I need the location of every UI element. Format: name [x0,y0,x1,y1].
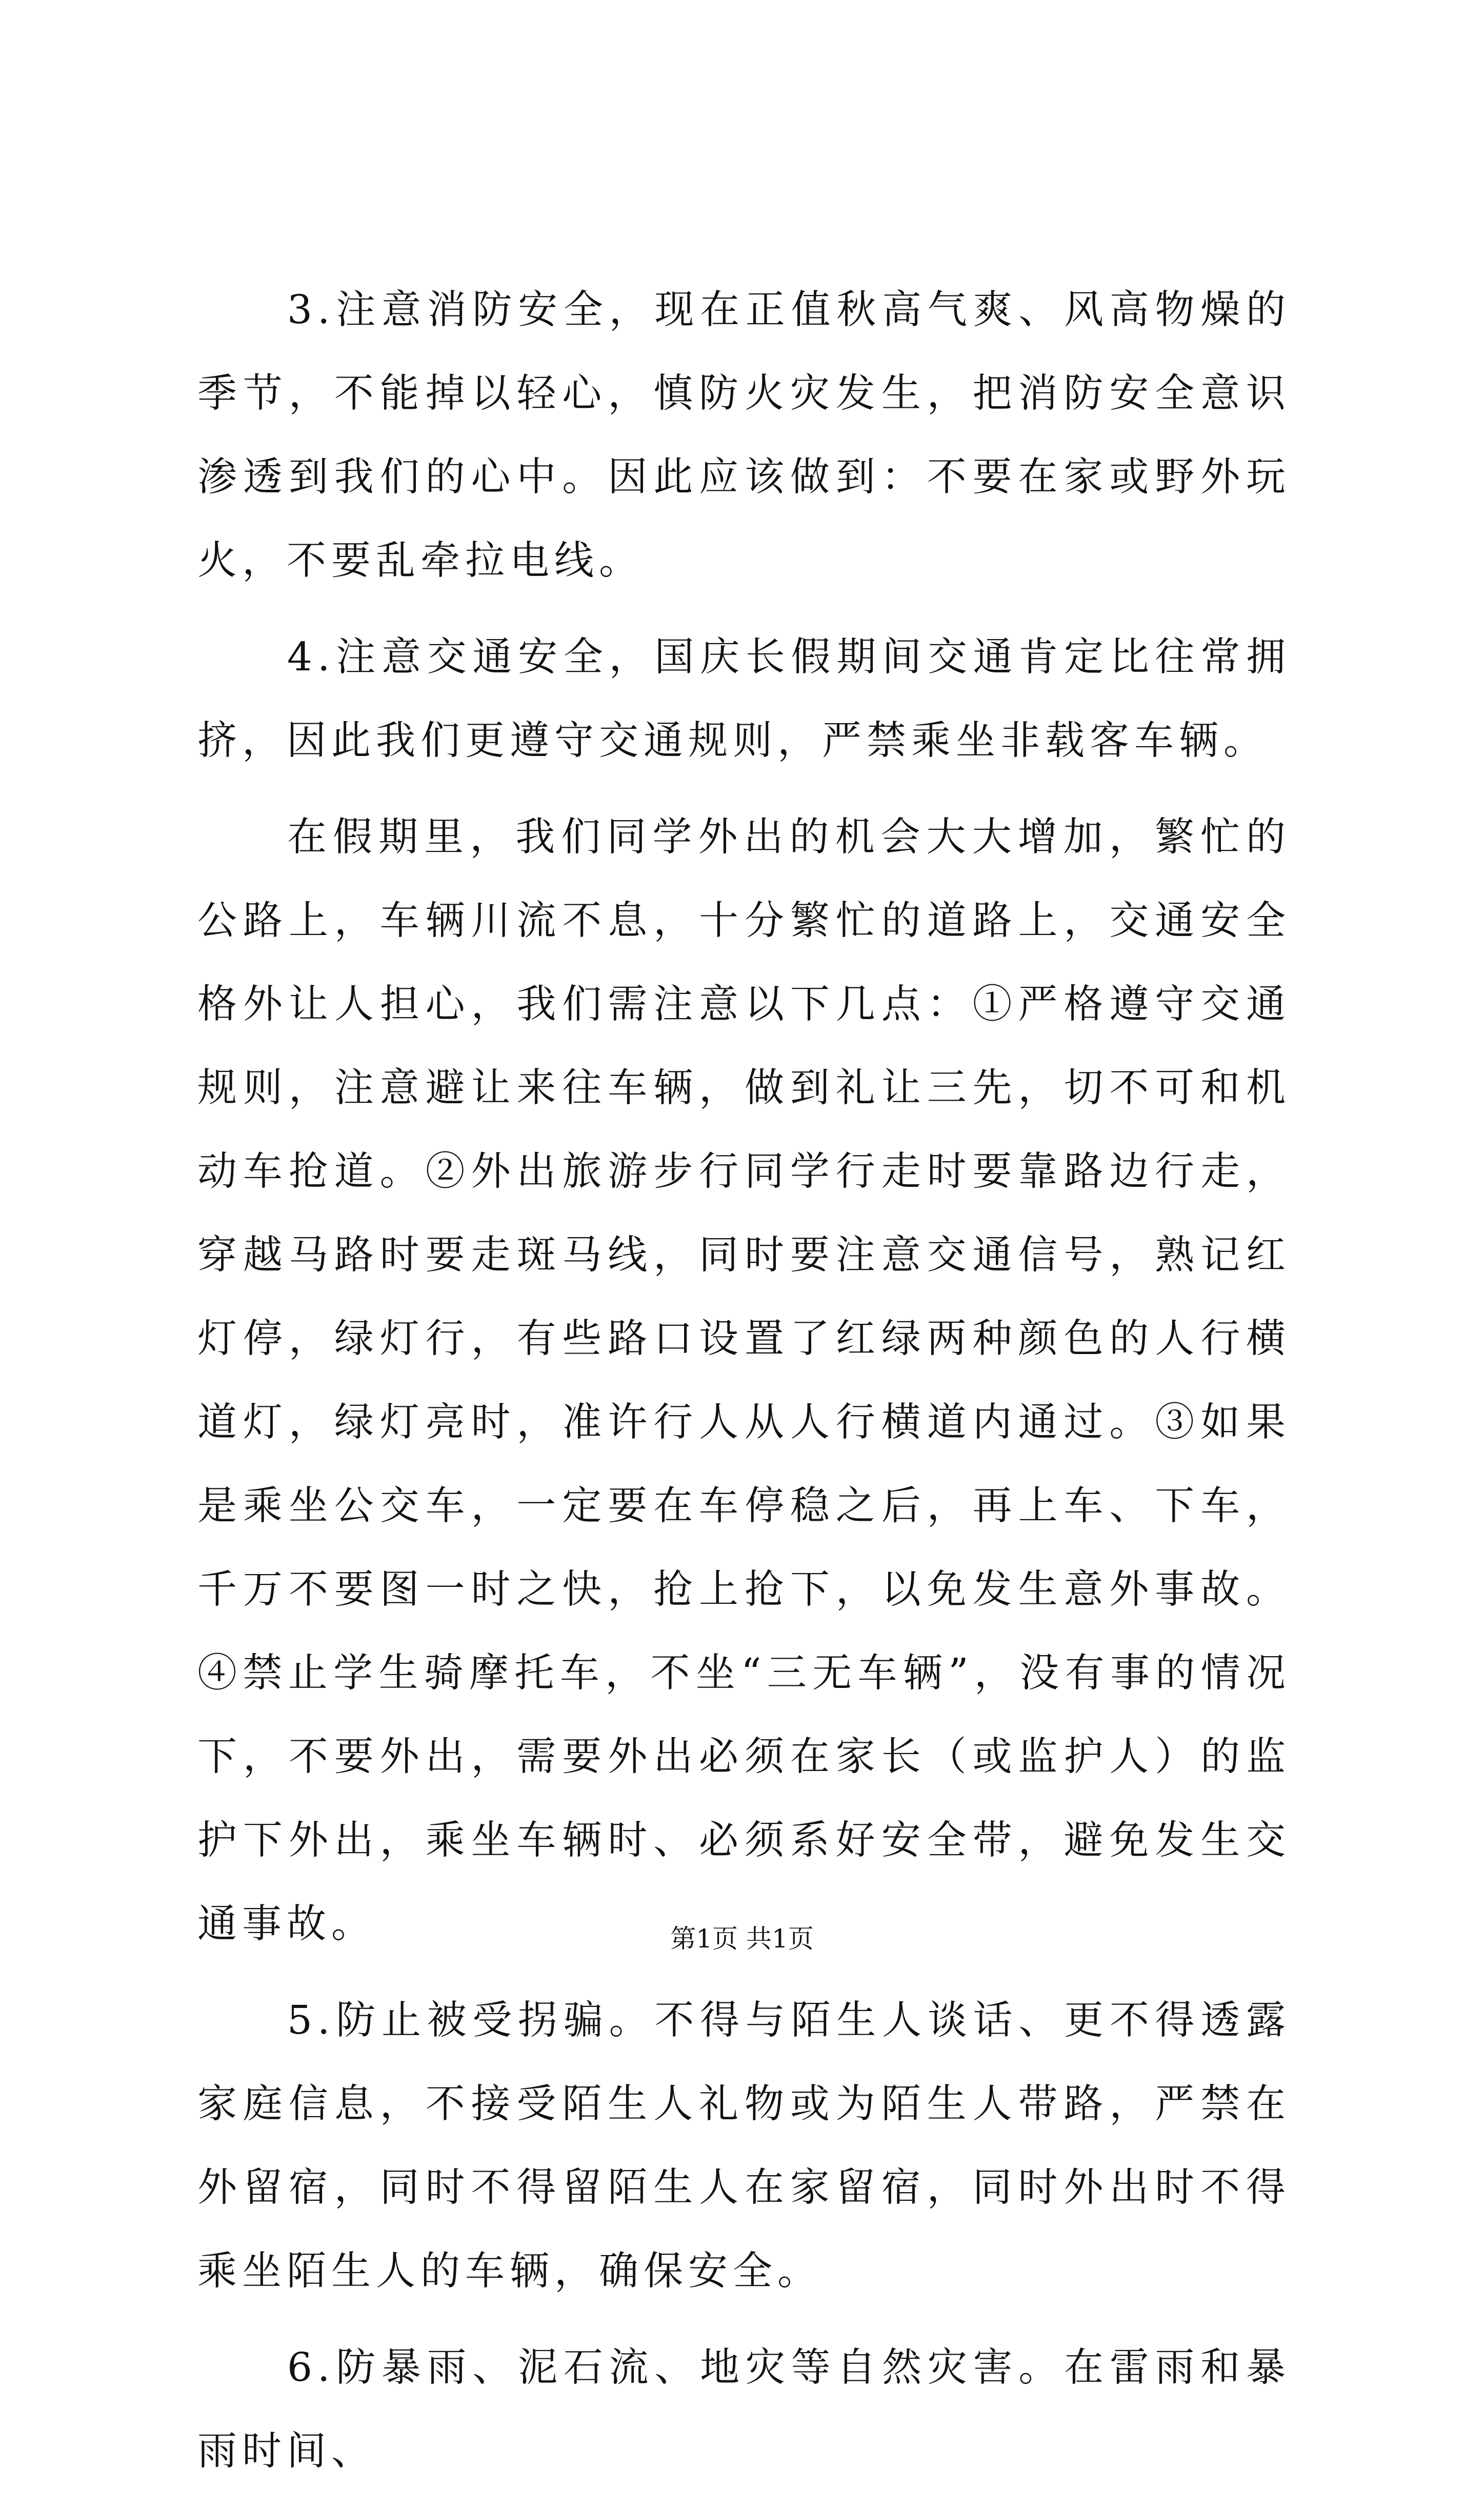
page-footer: 第1页 共1页 [670,1924,814,1954]
paragraph-anti-abduction: 5.防止被受拐骗。不得与陌生人谈话、更不得透露家庭信息，不接受陌生人礼物或为陌生人带路，严禁在外留宿，同时不得留陌生人在家留宿，同时外出时不得乘坐陌生人的车辆，确保安全。 [197,1998,1291,2294]
paragraph-traffic-safety: 4.注意交通安全，国庆长假期间交通肯定比往常拥挤，因此我们更遵守交通规则，严禁乘坐非载客车辆。 [197,634,1291,764]
paragraph-fire-safety: 3.注意消防安全，现在正值秋高气爽、风高物燥的季节，不能掉以轻心，慎防火灾发生，把消防安全意识渗透到我们的心中。因此应该做到：不要在家或野外玩火，不要乱牵拉电线。 [197,287,1291,584]
document-body [197,268,1291,2506]
paragraph-holiday-travel: 在假期里，我们同学外出的机会大大增加，繁忙的公路上，车辆川流不息，十分繁忙的道路上，交通安全格外让人担心，我们需注意以下几点：①严格遵守交通规则，注意避让来往车辆，做到礼让三先，切不可和机动车抢道。②外出旅游步行同学行走时要靠路边行走，穿越马路时要走斑马线，同时要注意交通信号，熟记红灯停，绿灯行，有些路口设置了红绿两种颜色的人行横道灯，绿灯亮时，准许行人从人行横道内通过。③如果是乘坐公交车，一定要在车停稳之后，再上车、下车，千万不要图一时之快，抢上抢下，以免发生意外事故。④禁止学生骑摩托车，不坐“三无车辆”，没有事的情况下，不要外出，需要外出必须在家长（或监护人）的监护下外出，乘坐车辆时、必须系好安全带，避免发生交通事故。 [197,814,1291,1947]
paragraph-natural-disaster: 6.防暴雨、泥石流、地灾等自然灾害。在雷雨和暴雨时间、 [197,2345,1291,2474]
